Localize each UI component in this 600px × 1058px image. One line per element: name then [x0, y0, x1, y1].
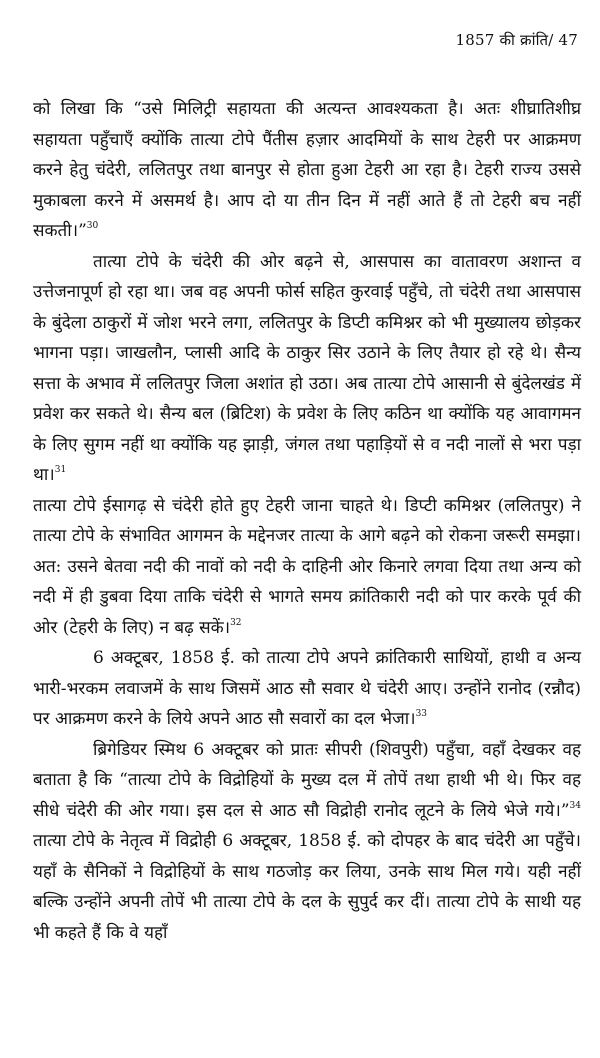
- paragraph: [33, 247, 581, 491]
- footnote-marker: 34: [569, 800, 581, 811]
- paragraph: [33, 94, 581, 247]
- paragraph: [33, 735, 581, 949]
- body-text: [33, 94, 581, 948]
- paragraph-text: ब्रिगेडियर स्मिथ 6 अक्टूबर को प्रातः सीपरी (शिवपुरी) पहुँचा, वहाँ देखकर वह बताता है कि “तात्या टोपे के विद्रोहियों के मुख्य दल में तोपें तथा हाथी भी थे। फिर वह सीधे चंदेरी की ओर गया। इस दल से आठ सौ विद्रोही रानोद लूटने के लिये भेजे गये।”: [33, 739, 581, 821]
- paragraph-text: 6 अक्टूबर, 1858 ई. को तात्या टोपे अपने क्रांतिकारी साथियों, हाथी व अन्य भारी-भरकम लवाजमें के साथ जिसमें आठ सौ सवार थे चंदेरी आए। उन्होंने रानोद (रन्नौद) पर आक्रमण करने के लिये अपने आठ सौ सवारों का दल भेजा।: [33, 648, 581, 729]
- footnote-marker: 31: [54, 465, 67, 475]
- paragraph-text: तात्या टोपे के नेतृत्व में विद्रोही 6 अक्टूबर, 1858 ई. को दोपहर के बाद चंदेरी आ पहुँचे। यहाँ के सैनिकों ने विद्रोहियों के साथ गठजोड़ कर लिया, उनके साथ मिल गये। यही नहीं बल्कि उन्होंने अपनी तोपें भी तात्या टोपे के दल के सुपुर्द कर दीं। तात्या टोपे के साथी यह भी कहते हैं कि वे यहाँ: [33, 831, 581, 943]
- paragraph: [33, 643, 581, 735]
- footnote-marker: 30: [86, 221, 99, 231]
- paragraph-text: तात्या टोपे ईसागढ़ से चंदेरी होते हुए टेहरी जाना चाहते थे। डिप्टी कमिश्नर (ललितपुर) ने तात्या टोपे के संभावित आगमन के मद्देनजर तात्या के आगे बढ़ने को रोकना जरूरी समझा। अत: उसने बेतवा नदी की नावों को नदी के दाहिनी ओर किनारे लगवा दिया तथा अन्य को नदी में ही डुबवा दिया ताकि चंदेरी से भागते समय क्रांतिकारी नदी को पार करके पूर्व की ओर (टेहरी के लिए) न बढ़ सकें।: [33, 495, 581, 638]
- paragraph: [33, 491, 581, 644]
- footnote-marker: 33: [415, 709, 428, 719]
- paragraph-text: को लिखा कि “उसे मिलिट्री सहायता की अत्यन्त आवश्यकता है। अतः शीघ्रातिशीघ्र सहायता पहुँचाएँ क्योंकि तात्या टोपे पैंतीस हज़ार आदमियों के साथ टेहरी पर आक्रमण करने हेतु चंदेरी, ललितपुर तथा बानपुर से होता हुआ टेहरी आ रहा है। टेहरी राज्य उससे मुकाबला करने में असमर्थ है। आप दो या तीन दिन में नहीं आते हैं तो टेहरी बच नहीं सकती।”: [33, 99, 581, 241]
- paragraph-text: तात्या टोपे के चंदेरी की ओर बढ़ने से, आसपास का वातावरण अशान्त व उत्तेजनापूर्ण हो रहा था। जब वह अपनी फोर्स सहित कुरवाई पहुँचे, तो चंदेरी तथा आसपास के बुंदेला ठाकुरों में जोश भरने लगा, ललितपुर के डिप्टी कमिश्नर को भी मुख्यालय छोड़कर भागना पड़ा। जाखलौन, प्लासी आदि के ठाकुर सिर उठाने के लिए तैयार हो रहे थे। सैन्य सत्ता के अभाव में ललितपुर जिला अशांत हो उठा। अब तात्या टोपे आसानी से बुंदेलखंड में प्रवेश कर सकते थे। सैन्य बल (ब्रिटिश) के प्रवेश के लिए कठिन था क्योंकि यह आवागमन के लिए सुगम नहीं था क्योंकि यह झाड़ी, जंगल तथा पहाड़ियों से व नदी नालों से भरा पड़ा था।: [33, 251, 581, 485]
- running-header: 1857 की क्रांति/ 47: [455, 31, 578, 49]
- footnote-marker: 32: [230, 617, 242, 628]
